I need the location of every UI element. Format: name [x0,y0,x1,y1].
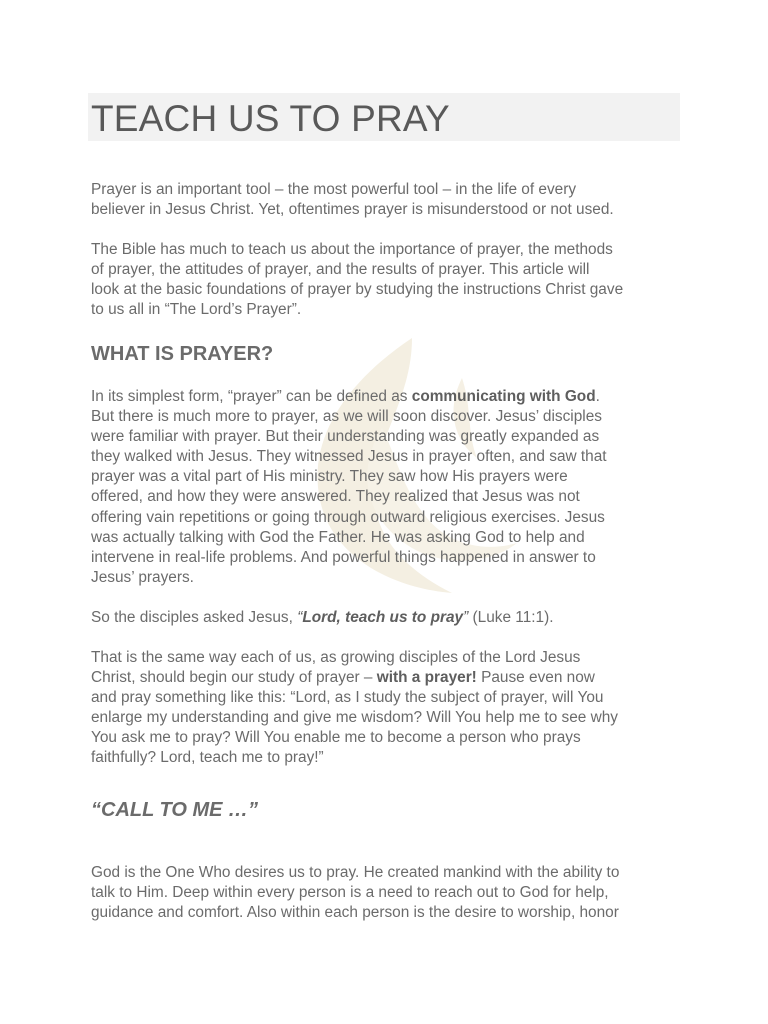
text-line [91,608,691,628]
text-line: You ask me to pray? Will You enable me to become a person who prays [91,729,581,747]
text-line: Prayer is an important tool – the most powerful tool – in the life of every [91,181,577,198]
text-line [91,668,691,688]
call-to-me-paragraph [91,863,691,923]
text-line: guidance and comfort. Also within each person is the desire to worship, honor [91,904,619,922]
text-segment: Christ, should begin our study of prayer – [91,669,377,687]
begin-with-prayer-paragraph [91,648,691,769]
text-line: faithfully? Lord, teach me to pray!” [91,749,324,767]
text-line [91,387,691,407]
bold-phrase: with a prayer! [376,669,477,687]
scripture-quote: Lord, teach us to pray [302,609,464,626]
quote-mark: “ [297,609,303,626]
page-title: TEACH US TO PRAY [91,98,450,139]
text-line: That is the same way each of us, as growing disciples of the Lord Jesus [91,649,581,666]
bold-phrase: communicating with God [411,388,596,405]
scripture-reference: (Luke 11:1). [468,609,554,626]
text-line: God is the One Who desires us to pray. He created mankind with the ability to [91,864,620,881]
text-line: intervene in real-life problems. And powerful things happened in answer to [91,548,596,566]
text-line: But there is much more to prayer, as we will soon discover. Jesus’ disciples [91,408,602,426]
text-line: enlarge my understanding and give me wisdom? Will You help me to see why [91,709,618,727]
text-line: The Bible has much to teach us about the importance of prayer, the methods [91,241,613,258]
what-is-prayer-paragraph [91,387,691,588]
text-segment: In its simplest form, “prayer” can be defined as [91,388,412,405]
text-line: they walked with Jesus. They witnessed Jesus in prayer often, and saw that [91,448,607,466]
text-line: were familiar with prayer. But their understanding was greatly expanded as [91,428,600,446]
text-segment: Pause even now [476,669,595,687]
text-segment: . [595,388,600,405]
text-segment: So the disciples asked Jesus, [91,609,298,626]
text-line: offered, and how they were answered. They realized that Jesus was not [91,488,580,506]
intro-paragraph-1 [91,180,691,220]
intro-paragraph-2 [91,240,691,320]
text-line: to us all in “The Lord’s Prayer”. [91,301,302,319]
section-heading-call-to-me: “CALL TO ME …” [91,799,259,821]
text-line: of prayer, the attitudes of prayer, and the results of prayer. This article will [91,261,590,279]
text-line: talk to Him. Deep within every person is a need to reach out to God for help, [91,884,609,902]
text-line: and pray something like this: “Lord, as I study the subject of prayer, will You [91,689,604,707]
text-line: prayer was a vital part of His ministry. They saw how His prayers were [91,468,568,486]
text-line: look at the basic foundations of prayer by studying the instructions Christ gave [91,281,624,299]
text-line: offering vain repetitions or going through outward religious exercises. Jesus [91,508,605,526]
text-line: believer in Jesus Christ. Yet, oftentimes prayer is misunderstood or not used. [91,201,614,219]
section-heading-what-is-prayer: WHAT IS PRAYER? [91,343,274,365]
text-line: was actually talking with God the Father. He was asking God to help and [91,528,585,546]
quote-mark: ” [463,609,469,626]
text-line: Jesus’ prayers. [91,568,194,586]
disciples-ask-paragraph [91,608,691,628]
